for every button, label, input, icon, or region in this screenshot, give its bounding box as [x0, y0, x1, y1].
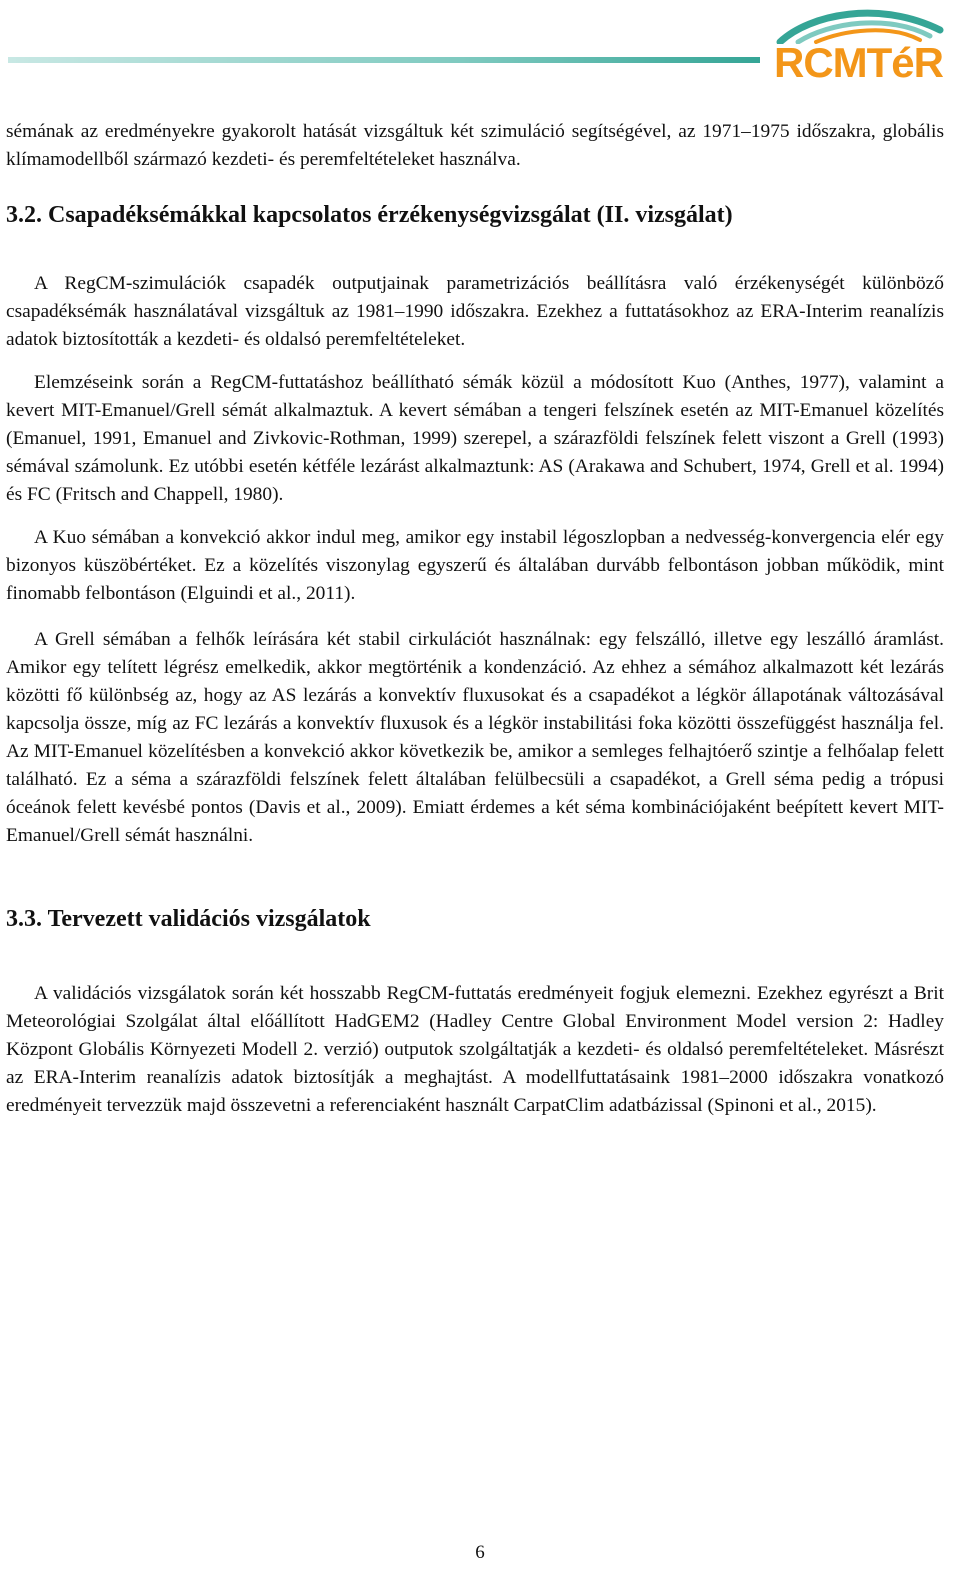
logo-swoosh-icon [770, 4, 952, 44]
paragraph-lead: sémának az eredményekre gyakorolt hatását vizsgáltuk két szimuláció segítségével, az 1971–1975 időszakra, globális klímamodellből származó kezdeti- és peremfeltételeket használva. [6, 121, 944, 170]
document-body [6, 118, 944, 1120]
paragraph: A validációs vizsgálatok során két hosszabb RegCM-futtatás eredményeit fogjuk elemezni. Ezekhez egyrészt a Brit Meteorológiai Szolgálat által előállított HadGEM2 (Hadley Centre Global Environment Model version 2: Hadley Központ Globális Környezeti Modell 2. verzió) outputok szolgáltatják a kezdeti- és oldalsó peremfeltételeket. Másrészt az ERA-Interim reanalízis adatok biztosítják a meghajtást. A modellfuttatásaink 1981–2000 időszakra vonatkozó eredményeit tervezzük majd összevetni a referenciaként használt CarpatClim adatbázissal (Spinoni et al., 2015). [6, 983, 944, 1116]
rcmter-logo [770, 4, 952, 86]
paragraph: A Kuo sémában a konvekció akkor indul meg, amikor egy instabil légoszlopban a nedvesség-konvergencia elér egy bizonyos küszöbértéket. Ez a közelítés viszonylag egyszerű és általában durvább felbontáson jobban működik, mint finomabb felbontáson (Elguindi et al., 2011). [6, 527, 944, 604]
paragraph: A Grell sémában a felhők leírására két stabil cirkulációt használnak: egy felszálló, illetve egy leszálló áramlást. Amikor egy telített légrész emelkedik, akkor megtörténik a kondenzáció. Az ehhez a sémához alkalmazott két lezárás közötti fő különbség az, hogy az AS lezárás a konvektív fluxusokat és a csapadékot a légkör állapotának változásával kapcsolja össze, míg az FC lezárás a konvektív fluxusok és a légkör instabilitási foka közötti összefüggést használja fel. Az MIT-Emanuel közelítésben a konvekció akkor következik be, amikor a semleges felhajtóerő szintje a felhőalap felett található. Ez a séma a szárazföldi felszínek felett általában felülbecsüli a csapadékot, a Grell séma pedig a trópusi óceánok felett kevésbé pontos (Davis et al., 2009). Emiatt érdemes a két séma kombinációjaként beépített kevert MIT-Emanuel/Grell sémát használni. [6, 629, 944, 846]
page-header [0, 0, 960, 90]
section-heading-3-3: 3.3. Tervezett validációs vizsgálatok [6, 906, 371, 932]
paragraph: Elemzéseink során a RegCM-futtatáshoz beállítható sémák közül a módosított Kuo (Anthes, 1977), valamint a kevert MIT-Emanuel/Grell sémát alkalmaztuk. A kevert sémában a tengeri felszínek esetén az MIT-Emanuel közelítés (Emanuel, 1991, Emanuel and Zivkovic-Rothman, 1999) szerepel, a szárazföldi felszínek felett viszont a Grell (1993) sémával számolunk. Ez utóbbi esetén kétféle lezárást alkalmaztunk: AS (Arakawa and Schubert, 1974, Grell et al. 1994) és FC (Fritsch and Chappell, 1980). [6, 372, 944, 505]
section-heading-3-2: 3.2. Csapadéksémákkal kapcsolatos érzékenységvizsgálat (II. vizsgálat) [6, 202, 733, 228]
header-rule [8, 57, 760, 63]
page-number: 6 [475, 1542, 485, 1563]
logo-wordmark: RCMTéR [774, 39, 943, 86]
paragraph: A RegCM-szimulációk csapadék outputjainak parametrizációs beállításra való érzékenységét különböző csapadéksémák használatával vizsgáltuk az 1981–1990 időszakra. Ezekhez a futtatásokhoz az ERA-Interim reanalízis adatok biztosították a kezdeti- és oldalsó peremfeltételeket. [6, 273, 944, 350]
